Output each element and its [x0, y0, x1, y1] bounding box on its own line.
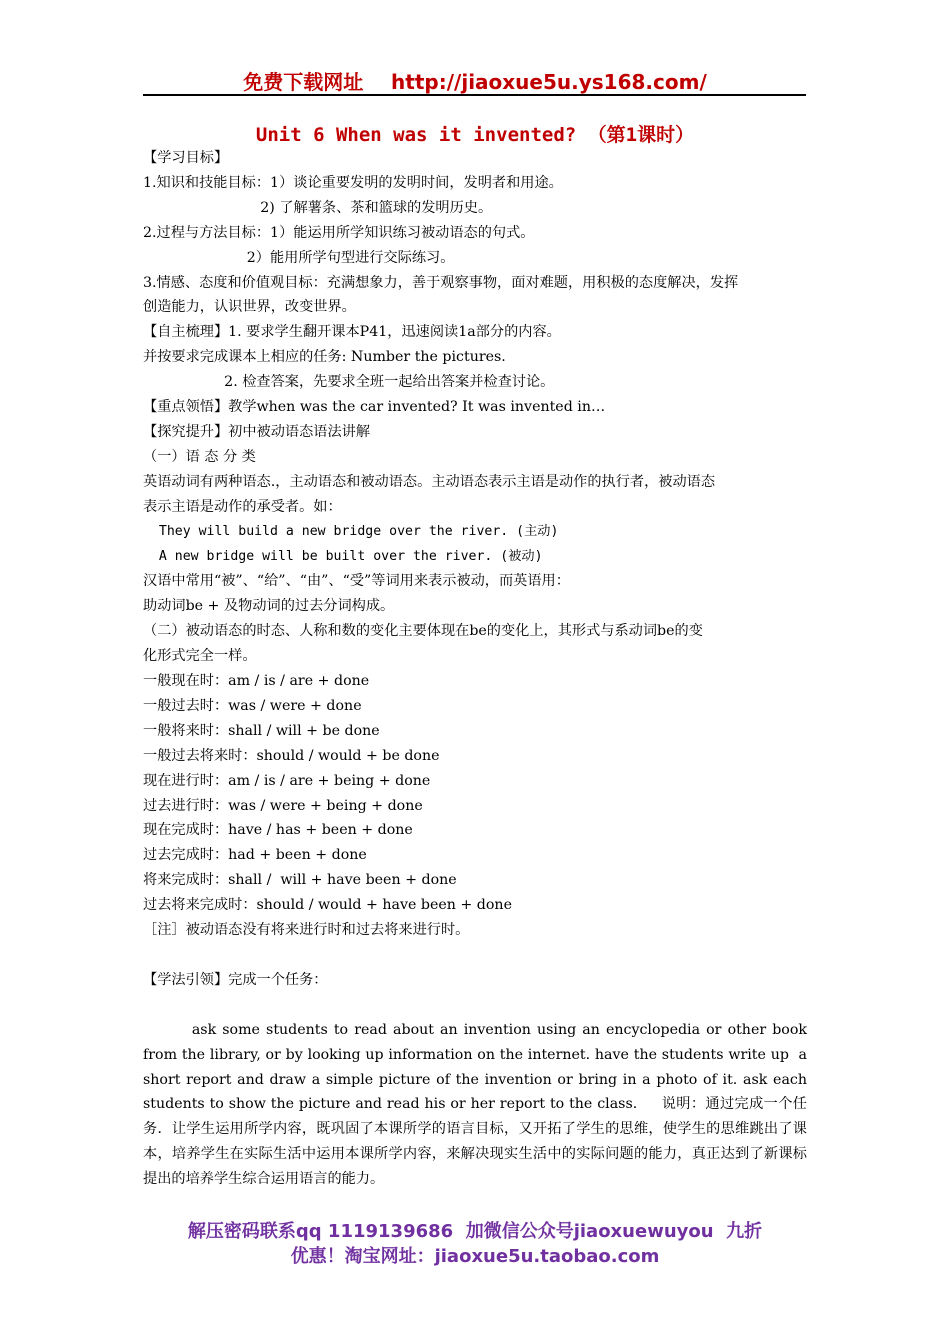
tense-form-line: 一般将来时：shall / will + be done: [143, 722, 380, 739]
body-line: （一）语 态 分 类: [143, 448, 256, 465]
body-line: 2）能用所学句型进行交际练习。: [143, 249, 455, 266]
body-line: 2. 检查答案，先要求全班一起给出答案并检查讨论。: [143, 374, 555, 391]
body-line: （二）被动语态的时态、人称和数的变化主要体现在be的变化上，其形式与系动词be的变: [143, 623, 703, 640]
note-line: ［注］被动语态没有将来进行时和过去将来进行时。: [143, 922, 470, 939]
body-line: 助动词be + 及物动词的过去分词构成。: [143, 598, 395, 615]
download-url-header: 免费下载网址 http://jiaoxue5u.ys168.com/: [243, 70, 707, 94]
section-heading-method: 【学法引领】完成一个任务：: [143, 971, 328, 988]
header-divider: [143, 94, 806, 96]
blank-line: [143, 993, 807, 1018]
tense-form-line: 一般现在时：am / is / are + done: [143, 673, 370, 690]
tense-form-line: 一般过去时：was / were + done: [143, 697, 362, 714]
body-line: 1.知识和技能目标：1）谈论重要发明的发明时间，发明者和用途。: [143, 174, 563, 191]
body-line: 汉语中常用“被”、“给”、“由”、“受”等词用来表示被动，而英语用：: [143, 573, 570, 590]
tense-form-line: 过去将来完成时：should / would + have been + done: [143, 897, 512, 914]
body-line: 2.过程与方法目标：1）能运用所学知识练习被动语态的句式。: [143, 224, 535, 241]
contact-footer: [0, 1219, 950, 1269]
body-line: 创造能力，认识世界，改变世界。: [143, 299, 356, 316]
tense-form-line: 将来完成时：shall / will + have been + done: [143, 872, 457, 889]
example-sentence-passive: A new bridge will be built over the river. (被动): [143, 548, 543, 564]
tense-form-line: 一般过去将来时：should / would + be done: [143, 747, 440, 764]
task-paragraph: ask some students to read about an invention using an encyclopedia or other book from the library, or by looking up information on the internet. have the students write up a short report and draw a simple picture of the invention or bring in a photo of it. ask each students to show the picture and read his or her report to the class. 说明：通过完成一个任务．让学生运用所学内容，既巩固了本课所学的语言目标，又开拓了学生的思维，使学生的思维跳出了课本，培养学生在实际生活中运用本课所学内容，来解决现实生活中的实际问题的能力，真正达到了新课标提出的培养学生综合运用语言的能力。: [143, 1021, 817, 1188]
body-line: 3.情感、态度和价值观目标：充满想象力，善于观察事物，面对难题，用积极的态度解决，发挥: [143, 274, 739, 291]
section-heading-objectives: 【学习目标】: [143, 150, 229, 166]
body-line: 表示主语是动作的承受者。如：: [143, 498, 342, 515]
example-sentence-active: They will build a new bridge over the river. (主动): [143, 523, 559, 539]
body-line: 化形式完全一样。: [143, 648, 257, 665]
body-line: 并按要求完成课本上相应的任务: Number the pictures.: [143, 349, 506, 366]
page-title: Unit 6 When was it invented? （第1课时）: [255, 124, 695, 146]
tense-form-line: 过去完成时：had + been + done: [143, 847, 367, 864]
section-heading-self-study: 【自主梳理】1. 要求学生翻开课本P41，迅速阅读1a部分的内容。: [143, 324, 561, 341]
footer-line-2: 优惠！淘宝网址：jiaoxue5u.taobao.com: [290, 1246, 660, 1267]
tense-form-line: 现在完成时：have / has + been + done: [143, 822, 413, 839]
tense-form-line: 过去进行时：was / were + being + done: [143, 797, 423, 814]
section-heading-inquiry: 【探究提升】初中被动语态语法讲解: [143, 423, 371, 440]
document-body: [143, 146, 817, 1192]
blank-line: [143, 943, 807, 968]
section-heading-key-points: 【重点领悟】教学when was the car invented? It was invented in…: [143, 399, 606, 416]
body-line: 2) 了解薯条、茶和篮球的发明历史。: [143, 199, 493, 216]
tense-form-line: 现在进行时：am / is / are + being + done: [143, 772, 431, 789]
body-line: 英语动词有两种语态.，主动语态和被动语态。主动语态表示主语是动作的执行者，被动语态: [143, 473, 716, 490]
footer-line-1: 解压密码联系qq 1119139686 加微信公众号jiaoxuewuyou 九折: [187, 1221, 763, 1242]
